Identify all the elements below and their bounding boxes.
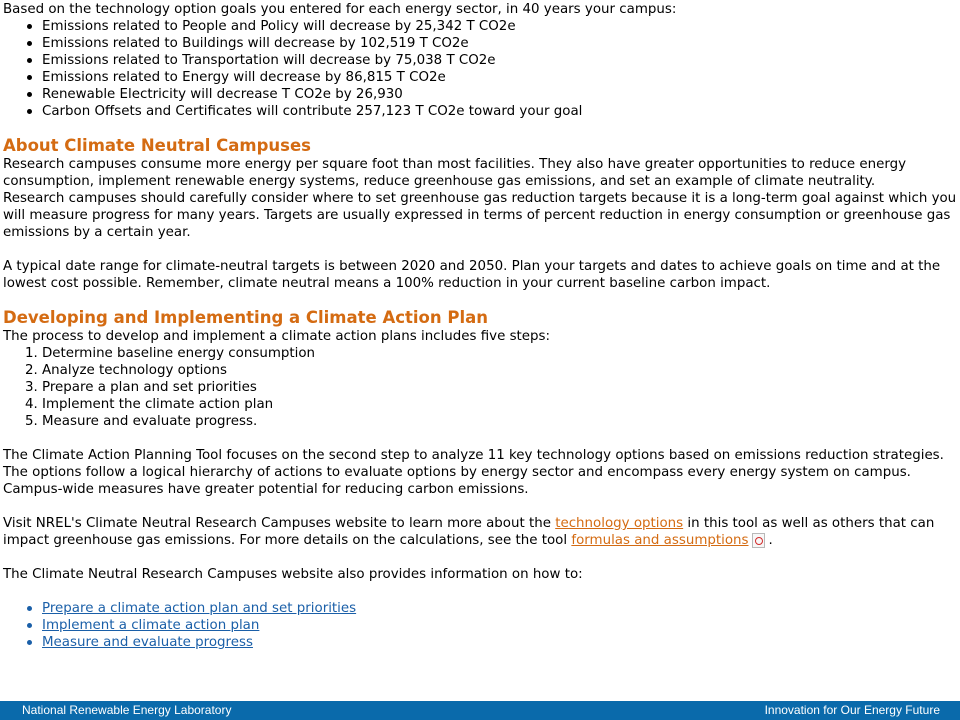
list-item [42, 634, 958, 651]
spacer [3, 430, 958, 447]
spacer [3, 549, 958, 566]
list-item [42, 600, 958, 617]
spacer [3, 241, 958, 258]
tool-paragraph: The Climate Action Planning Tool focuses on the second step to analyze 11 key technology options based on emissions reduction strategies. The options follow a logical hierarchy of actions to evaluate options by energy sector and encompass every energy system on campus. Campus-wide measures have greater potential for reducing carbon emissions. [3, 448, 944, 497]
summary-intro: Based on the technology option goals you entered for each energy sector, in 40 years your campus: [3, 2, 677, 17]
footer-bar [0, 701, 960, 720]
visit-text-middle: in this tool as well as others that can impact greenhouse gas emissions. For more details on the calculations, see the tool [3, 516, 935, 548]
footer-tagline: Innovation for Our Energy Future [764, 703, 940, 717]
pdf-icon[interactable] [752, 533, 765, 548]
list-item: 4. Implement the climate action plan [42, 396, 958, 413]
spacer [3, 498, 958, 515]
list-item: Emissions related to People and Policy will decrease by 25,342 T CO2e [42, 18, 958, 35]
prepare-plan-link[interactable]: Prepare a climate action plan and set priorities [42, 601, 357, 616]
list-item: 2. Analyze technology options [42, 362, 958, 379]
about-paragraph-3: A typical date range for climate-neutral targets is between 2020 and 2050. Plan your targets and dates to achieve goals on time and at the lowest cost possible. Remember, climate neutral means a 100% reduction in your current baseline carbon impact. [3, 259, 941, 291]
list-item: Emissions related to Energy will decrease by 86,815 T CO2e [42, 69, 958, 86]
list-item [42, 617, 958, 634]
technology-options-link[interactable]: technology options [555, 516, 684, 531]
footer-lab-name: National Renewable Energy Laboratory [22, 703, 232, 717]
plan-heading: Developing and Implementing a Climate Action Plan [3, 308, 488, 327]
list-item: Emissions related to Buildings will decrease by 102,519 T CO2e [42, 35, 958, 52]
also-paragraph: The Climate Neutral Research Campuses website also provides information on how to: [3, 567, 583, 582]
list-item: 1. Determine baseline energy consumption [42, 345, 958, 362]
about-heading: About Climate Neutral Campuses [3, 136, 311, 155]
resource-links-list [3, 600, 958, 651]
about-paragraph-2: Research campuses should carefully consider where to set greenhouse gas reduction targets because it is a long-term goal against which you will measure progress for many years. Targets are usually expressed in terms of percent reduction in energy consumption or greenhouse gas emissions by a certain year. [3, 191, 957, 240]
list-item: Carbon Offsets and Certificates will contribute 257,123 T CO2e toward your goal [42, 103, 958, 120]
implement-plan-link[interactable]: Implement a climate action plan [42, 618, 260, 633]
visit-text-start: Visit NREL's Climate Neutral Research Campuses website to learn more about the [3, 516, 556, 531]
steps-list [3, 345, 958, 430]
plan-intro: The process to develop and implement a climate action plans includes five steps: [3, 329, 551, 344]
summary-list [3, 18, 958, 120]
list-item: 5. Measure and evaluate progress. [42, 413, 958, 430]
visit-text-end: . [768, 533, 773, 548]
list-item: 3. Prepare a plan and set priorities [42, 379, 958, 396]
list-item: Renewable Electricity will decrease T CO2e by 26,930 [42, 86, 958, 103]
main-content [3, 0, 958, 651]
about-paragraph-1: Research campuses consume more energy per square foot than most facilities. They also have greater opportunities to reduce energy consumption, implement renewable energy systems, reduce greenhouse gas emissions, and set an example of climate neutrality. [3, 157, 907, 189]
measure-progress-link[interactable]: Measure and evaluate progress [42, 635, 253, 650]
visit-paragraph [3, 515, 958, 549]
spacer [3, 583, 958, 600]
formulas-assumptions-link[interactable]: formulas and assumptions [571, 533, 749, 548]
list-item: Emissions related to Transportation will decrease by 75,038 T CO2e [42, 52, 958, 69]
